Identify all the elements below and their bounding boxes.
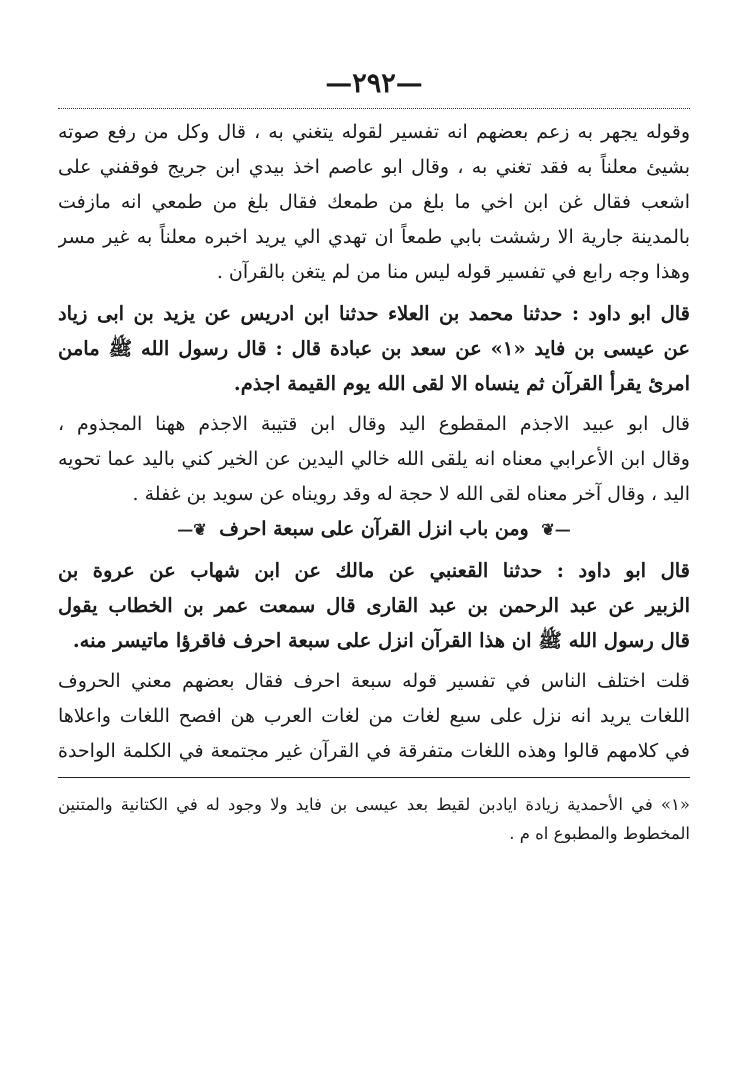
text-line: بشيئ معلناً به فقد تغني به ، وقال ابو عاصم اخذ بيدي ابن جريج فوقفني على [58,156,690,178]
text-line: اليد ، وقال آخر معناه لقى الله لا حجة له وقد رويناه عن سويد بن غفلة . [132,483,690,505]
paragraph-1 [58,115,690,290]
footnote-rule [58,777,690,778]
ornament-left-icon: ❦— [177,520,207,539]
section-heading [58,512,690,547]
text-line: اشعب فقال غن ابن اخي ما بلغ من طمعك فقال بلغ من طمعي انه مازفت [58,191,690,213]
text-line: وهذا وجه رابع في تفسير قوله ليس منا من لم يتغن بالقرآن . [216,261,690,283]
paragraph-3 [58,407,690,512]
paragraph-2-hadith [58,296,690,401]
text-line: قلت اختلف الناس في تفسير قوله سبعة احرف فقال بعضهم معني الحروف [58,670,690,692]
ornament-right-icon: —❦ [541,520,571,539]
text-line: عن عيسى بن فايد «١» عن سعد بن عبادة قال : قال رسول الله ﷺ مامن [58,337,690,360]
section-heading-text: ومن باب انزل القرآن على سبعة احرف [219,518,529,540]
text-line: قال ابو عبيد الاجذم المقطوع اليد وقال ابن قتيبة الاجذم ههنا المجذوم ، [58,413,690,435]
text-line: الزبير عن عبد الرحمن بن عبد القارى قال سمعت عمر بن الخطاب يقول [58,594,690,617]
text-line: في كلامهم قالوا وهذه اللغات متفرقة في القرآن غير مجتمعة في الكلمة الواحدة [58,740,690,762]
page-number: —٢٩٢— [325,68,423,99]
text-line: قال ابو داود : حدثنا محمد بن العلاء حدثنا ابن ادريس عن يزيد بن ابى زياد [58,302,690,325]
text-line: قال ابو داود : حدثنا القعنبي عن مالك عن ابن شهاب عن عروة بن [58,559,690,582]
text-line: امرئ يقرأ القرآن ثم ينساه الا لقى الله يوم القيمة اجذم. [233,372,690,395]
paragraph-5 [58,664,690,769]
footnote [58,790,690,848]
header-dotted-rule [58,108,690,109]
document-page [58,64,690,848]
footnote-line: المخطوط والمطبوع اه م . [509,824,690,843]
footnote-line: «١» في الأحمدية زيادة ايادبن لقيط بعد عيسى بن فايد ولا وجود له في الكتانية والمتنين [58,795,690,814]
paragraph-4-hadith [58,553,690,658]
text-line: وقال ابن الأعرابي معناه انه يلقى الله خالي اليدين عن الخير كني باليد عما تحويه [58,448,690,470]
text-line: قال رسول الله ﷺ ان هذا القرآن انزل على سبعة احرف فاقرؤا ماتيسر منه. [72,629,690,652]
text-line: بالمدينة جارية الا رششت بابي طمعاً ان تهدي الي يريد اخبره معلناً به غير مسر [58,226,690,248]
text-line: اللغات يريد انه نزل على سبع لغات من لغات العرب هن افصح اللغات واعلاها [58,705,690,727]
text-line: وقوله يجهر به زعم بعضهم انه تفسير لقوله يتغني به ، قال وكل من رفع صوته [58,121,690,143]
